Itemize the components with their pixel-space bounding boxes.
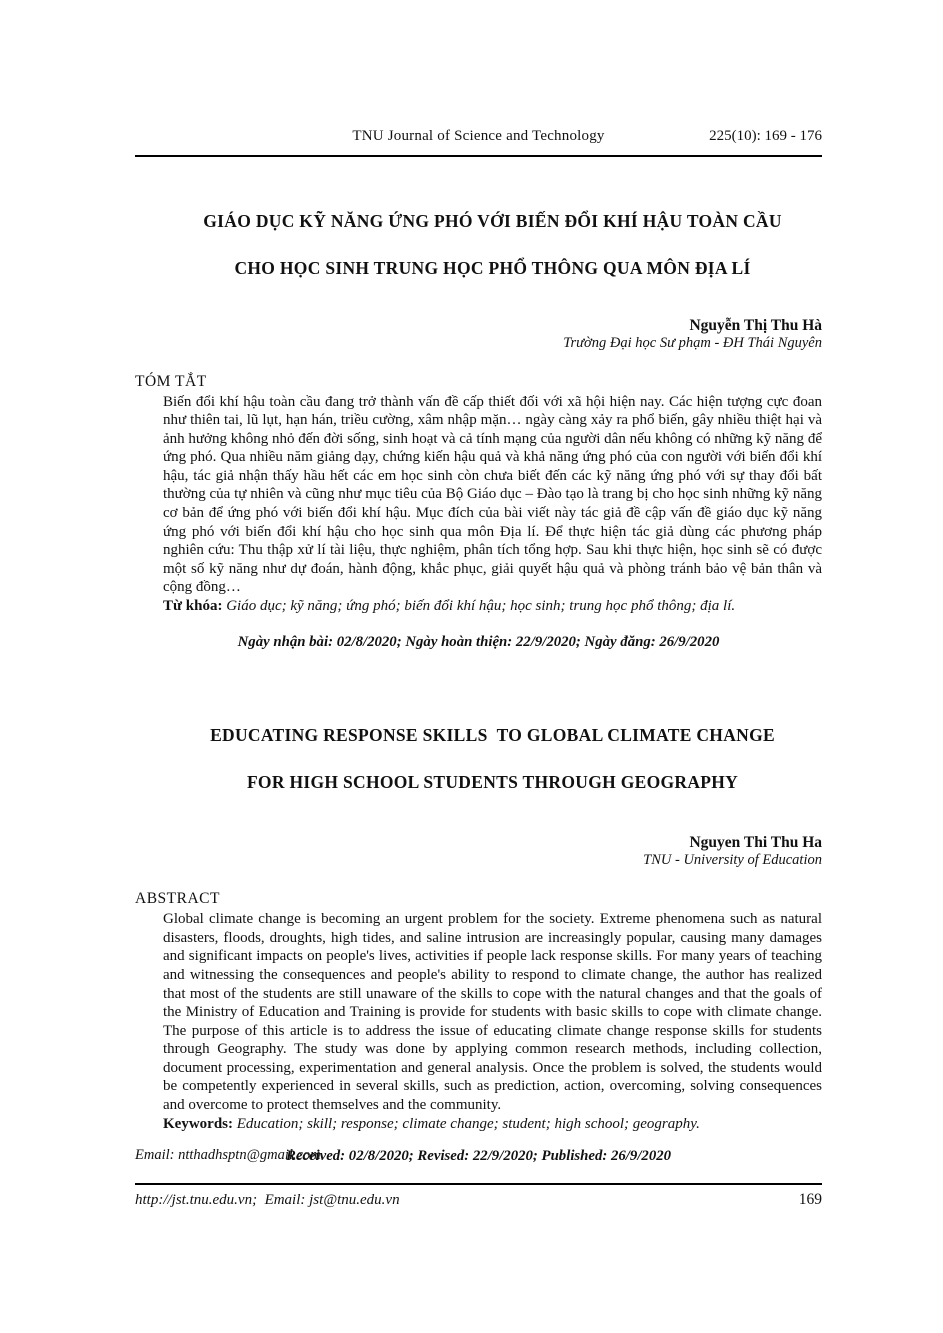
footer-rule bbox=[135, 1183, 822, 1185]
author-name-en: Nguyen Thi Thu Ha bbox=[689, 834, 822, 852]
abstract-heading-vi: TÓM TẮT bbox=[135, 372, 207, 390]
keywords-label-en: Keywords: bbox=[163, 1115, 237, 1132]
keywords-label-vi: Từ khóa: bbox=[163, 598, 227, 615]
article-title-vi-line2: CHO HỌC SINH TRUNG HỌC PHỔ THÔNG QUA MÔN ĐỊA LÍ bbox=[234, 257, 751, 278]
author-block-en bbox=[135, 834, 822, 869]
author-email-footnote[interactable]: Email: ntthadhsptn@gmail.com bbox=[135, 1147, 321, 1163]
header-rule bbox=[135, 155, 822, 157]
affiliation-en: TNU - University of Education bbox=[643, 852, 822, 869]
abstract-text-en: Global climate change is becoming an urgent problem for the society. Extreme phenomena such as natural disasters, floods, droughts, high tides, and saline intrusion are increasingly popular, causing many damages and significant impacts on people's lives, activities if people lack response skills. For many years of teaching and witnessing the consequences and people's ability to respond to climate change, the author has realized that most of the students are still unaware of the skills to cope with the natural changes and that the goals of the Ministry of Education and Training is provide for students with basic skills to cope with climate change. The purpose of this article is to address the issue of educating climate change response skills for students through Geography. The study was done by applying common research methods, including collection, document processing, experimentation and general analysis. Once the problem is solved, the students would be competently experienced in several skills, such as prediction, action, overcoming, solving consequences and overcome to protect themselves and the community. bbox=[163, 911, 822, 1114]
article-title-en bbox=[135, 701, 822, 819]
article-title-en-line1: EDUCATING RESPONSE SKILLS TO GLOBAL CLIMATE CHANGE bbox=[210, 725, 775, 746]
article-title-en-line2: FOR HIGH SCHOOL STUDENTS THROUGH GEOGRAPHY bbox=[246, 772, 739, 793]
page-number: 169 bbox=[798, 1191, 822, 1208]
dates-line-en: Received: 02/8/2020; Revised: 22/9/2020; Published: 26/9/2020 bbox=[285, 1148, 672, 1165]
abstract-text-vi: Biến đổi khí hậu toàn cầu đang trở thành vấn đề cấp thiết đối với xã hội hiện nay. Các hiện tượng cực đoan như thiên tai, lũ lụt, hạn hán, triều cường, xâm nhập mặn… ngày càng xảy ra phổ biến, gây nhiều thiệt hại và ảnh hưởng không nhỏ đến đời sống, sinh hoạt và cả tính mạng của người dân nếu không có những kỹ năng để ứng phó. Qua nhiều năm giảng dạy, chứng kiến hậu quả và khả năng ứng phó của con người với biến đổi khí hậu, tác giả nhận thấy hầu hết các em học sinh còn chưa biết đến các kỹ năng ứng phó với sự thay đổi bất thường của tự nhiên và cũng như mục tiêu của Bộ Giáo dục – Đào tạo là trang bị cho học sinh những kỹ năng cơ bản để ứng phó với biến đổi khí hậu. Mục đích của bài viết này tác giả đề cập vấn đề giáo dục kỹ năng ứng phó với biến đổi khí hậu cho học sinh qua môn Địa lí. Để thực hiện tác giả dùng các phương pháp nghiên cứu: Thu thập xử lí tài liệu, thực nghiệm, phân tích tổng hợp. Sau khi thực hiện, học sinh sẽ có được một số kỹ năng như dự đoán, hành động, khắc phục, giải quyết hậu quả và phòng tránh bảo vệ bản thân và cộng đồng… bbox=[163, 393, 822, 596]
keywords-text-en: Education; skill; response; climate change; student; high school; geography. bbox=[236, 1115, 700, 1132]
author-name-vi: Nguyễn Thị Thu Hà bbox=[689, 316, 822, 334]
issue-info: 225(10): 169 - 176 bbox=[709, 128, 822, 144]
author-block-vi bbox=[135, 317, 822, 352]
keywords-line-en bbox=[163, 1115, 822, 1134]
keywords-text-vi: Giáo dục; kỹ năng; ứng phó; biến đổi khí hậu; học sinh; trung học phổ thông; địa lí. bbox=[226, 598, 736, 615]
footer-journal-link[interactable]: http://jst.tnu.edu.vn; Email: jst@tnu.edu.vn bbox=[135, 1192, 400, 1208]
abstract-heading-en: ABSTRACT bbox=[135, 890, 220, 908]
keywords-line-vi bbox=[163, 597, 822, 616]
page-content bbox=[135, 0, 822, 1333]
dates-line-vi: Ngày nhận bài: 02/8/2020; Ngày hoàn thiện: 22/9/2020; Ngày đăng: 26/9/2020 bbox=[237, 633, 720, 650]
article-title-vi-line1: GIÁO DỤC KỸ NĂNG ỨNG PHÓ VỚI BIẾN ĐỔI KHÍ HẬU TOÀN CẦU bbox=[203, 210, 782, 231]
page-footer bbox=[135, 1190, 822, 1210]
article-title-vi bbox=[135, 186, 822, 304]
affiliation-vi: Trường Đại học Sư phạm - ĐH Thái Nguyên bbox=[563, 334, 822, 351]
journal-title: TNU Journal of Science and Technology bbox=[352, 128, 605, 144]
page-header bbox=[135, 127, 822, 146]
